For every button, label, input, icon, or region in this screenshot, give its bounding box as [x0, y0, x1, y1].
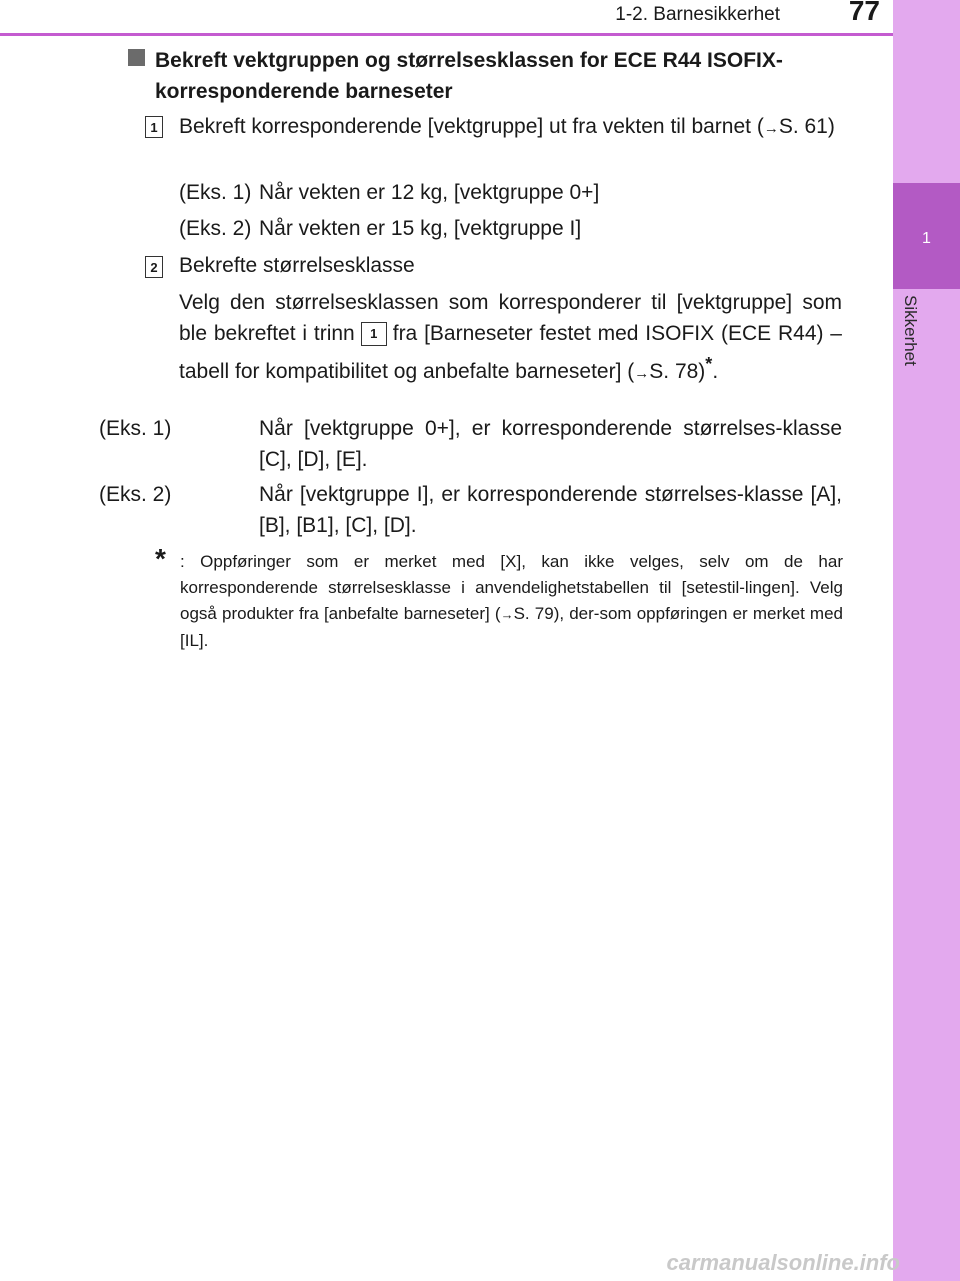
square-bullet-icon — [128, 49, 145, 66]
header-divider — [0, 33, 893, 36]
section-heading — [128, 45, 844, 107]
step-2-text — [179, 287, 842, 389]
step-1-example-1 — [179, 177, 842, 208]
step-1-example-2 — [179, 213, 842, 244]
example-label: (Eks. 2) — [179, 217, 252, 240]
example-label: (Eks. 2) — [99, 483, 172, 506]
header-section-title: 1-2. Barnesikkerhet — [615, 4, 780, 25]
example-label: (Eks. 1) — [179, 181, 252, 204]
step-2-text-b: fra [Barneseter festet med ISOFIX (ECE R44) – tabell for kompatibilitet og anbefalte barneseter] ( — [179, 322, 842, 383]
step-2-text-a: Velg den størrelsesklassen som korresponderer til [vektgruppe] som ble bekreftet i trinn — [179, 291, 842, 345]
step-2-title: Bekrefte størrelsesklasse — [179, 254, 415, 277]
arrow-right-icon: → — [500, 607, 514, 622]
chapter-title: Sikkerhet — [901, 295, 920, 366]
footnote-mark: * — [155, 543, 166, 574]
step-1-text-a: Bekreft korresponderende [vektgruppe] ut fra vekten til barnet ( — [179, 115, 764, 138]
example-text: Når vekten er 15 kg, [vektgruppe I] — [259, 217, 582, 240]
page-number: 77 — [848, 0, 880, 26]
footnote-text-a: : Oppføringer som er merket med [X], kan ikke velges, selv om de har korresponderende størrelsesklasse i anvendelighetstabellen til [setestil-lingen]. Velg også produkter fra [anbefalte barneseter] ( — [180, 552, 843, 623]
footnote-asterisk: * — [705, 354, 713, 374]
chapter-number: 1 — [922, 230, 931, 247]
step-1-inline-badge: 1 — [361, 322, 387, 346]
step-1-page-ref[interactable]: S. 61) — [778, 115, 835, 138]
arrow-right-icon: → — [763, 120, 779, 137]
step-2-page-ref[interactable]: S. 78) — [649, 360, 706, 383]
example-text: Når [vektgruppe I], er korresponderende størrelses-klasse [A], [B], [B1], [C], [D]. — [259, 483, 842, 537]
step-2-example-2 — [99, 479, 842, 541]
footnote-text — [180, 549, 843, 654]
example-label: (Eks. 1) — [99, 417, 172, 440]
step-1-badge: 1 — [145, 116, 163, 138]
step-2-badge: 2 — [145, 256, 163, 278]
watermark: carmanualsonline.info — [666, 1250, 900, 1275]
step-2-text-d: . — [712, 360, 719, 383]
section-heading-text: Bekreft vektgruppen og størrelsesklassen for ECE R44 ISOFIX-korresponderende barneseter — [155, 49, 783, 103]
step-1-text — [179, 111, 842, 144]
arrow-right-icon: → — [634, 365, 650, 382]
footnote-text-b: S. 79), der-som oppføringen er merket med [IL]. — [180, 604, 844, 650]
step-2-example-1 — [99, 413, 842, 475]
example-text: Når [vektgruppe 0+], er korresponderende størrelses-klasse [C], [D], [E]. — [259, 417, 842, 471]
example-text: Når vekten er 12 kg, [vektgruppe 0+] — [259, 181, 600, 204]
chapter-title-container — [880, 295, 960, 390]
